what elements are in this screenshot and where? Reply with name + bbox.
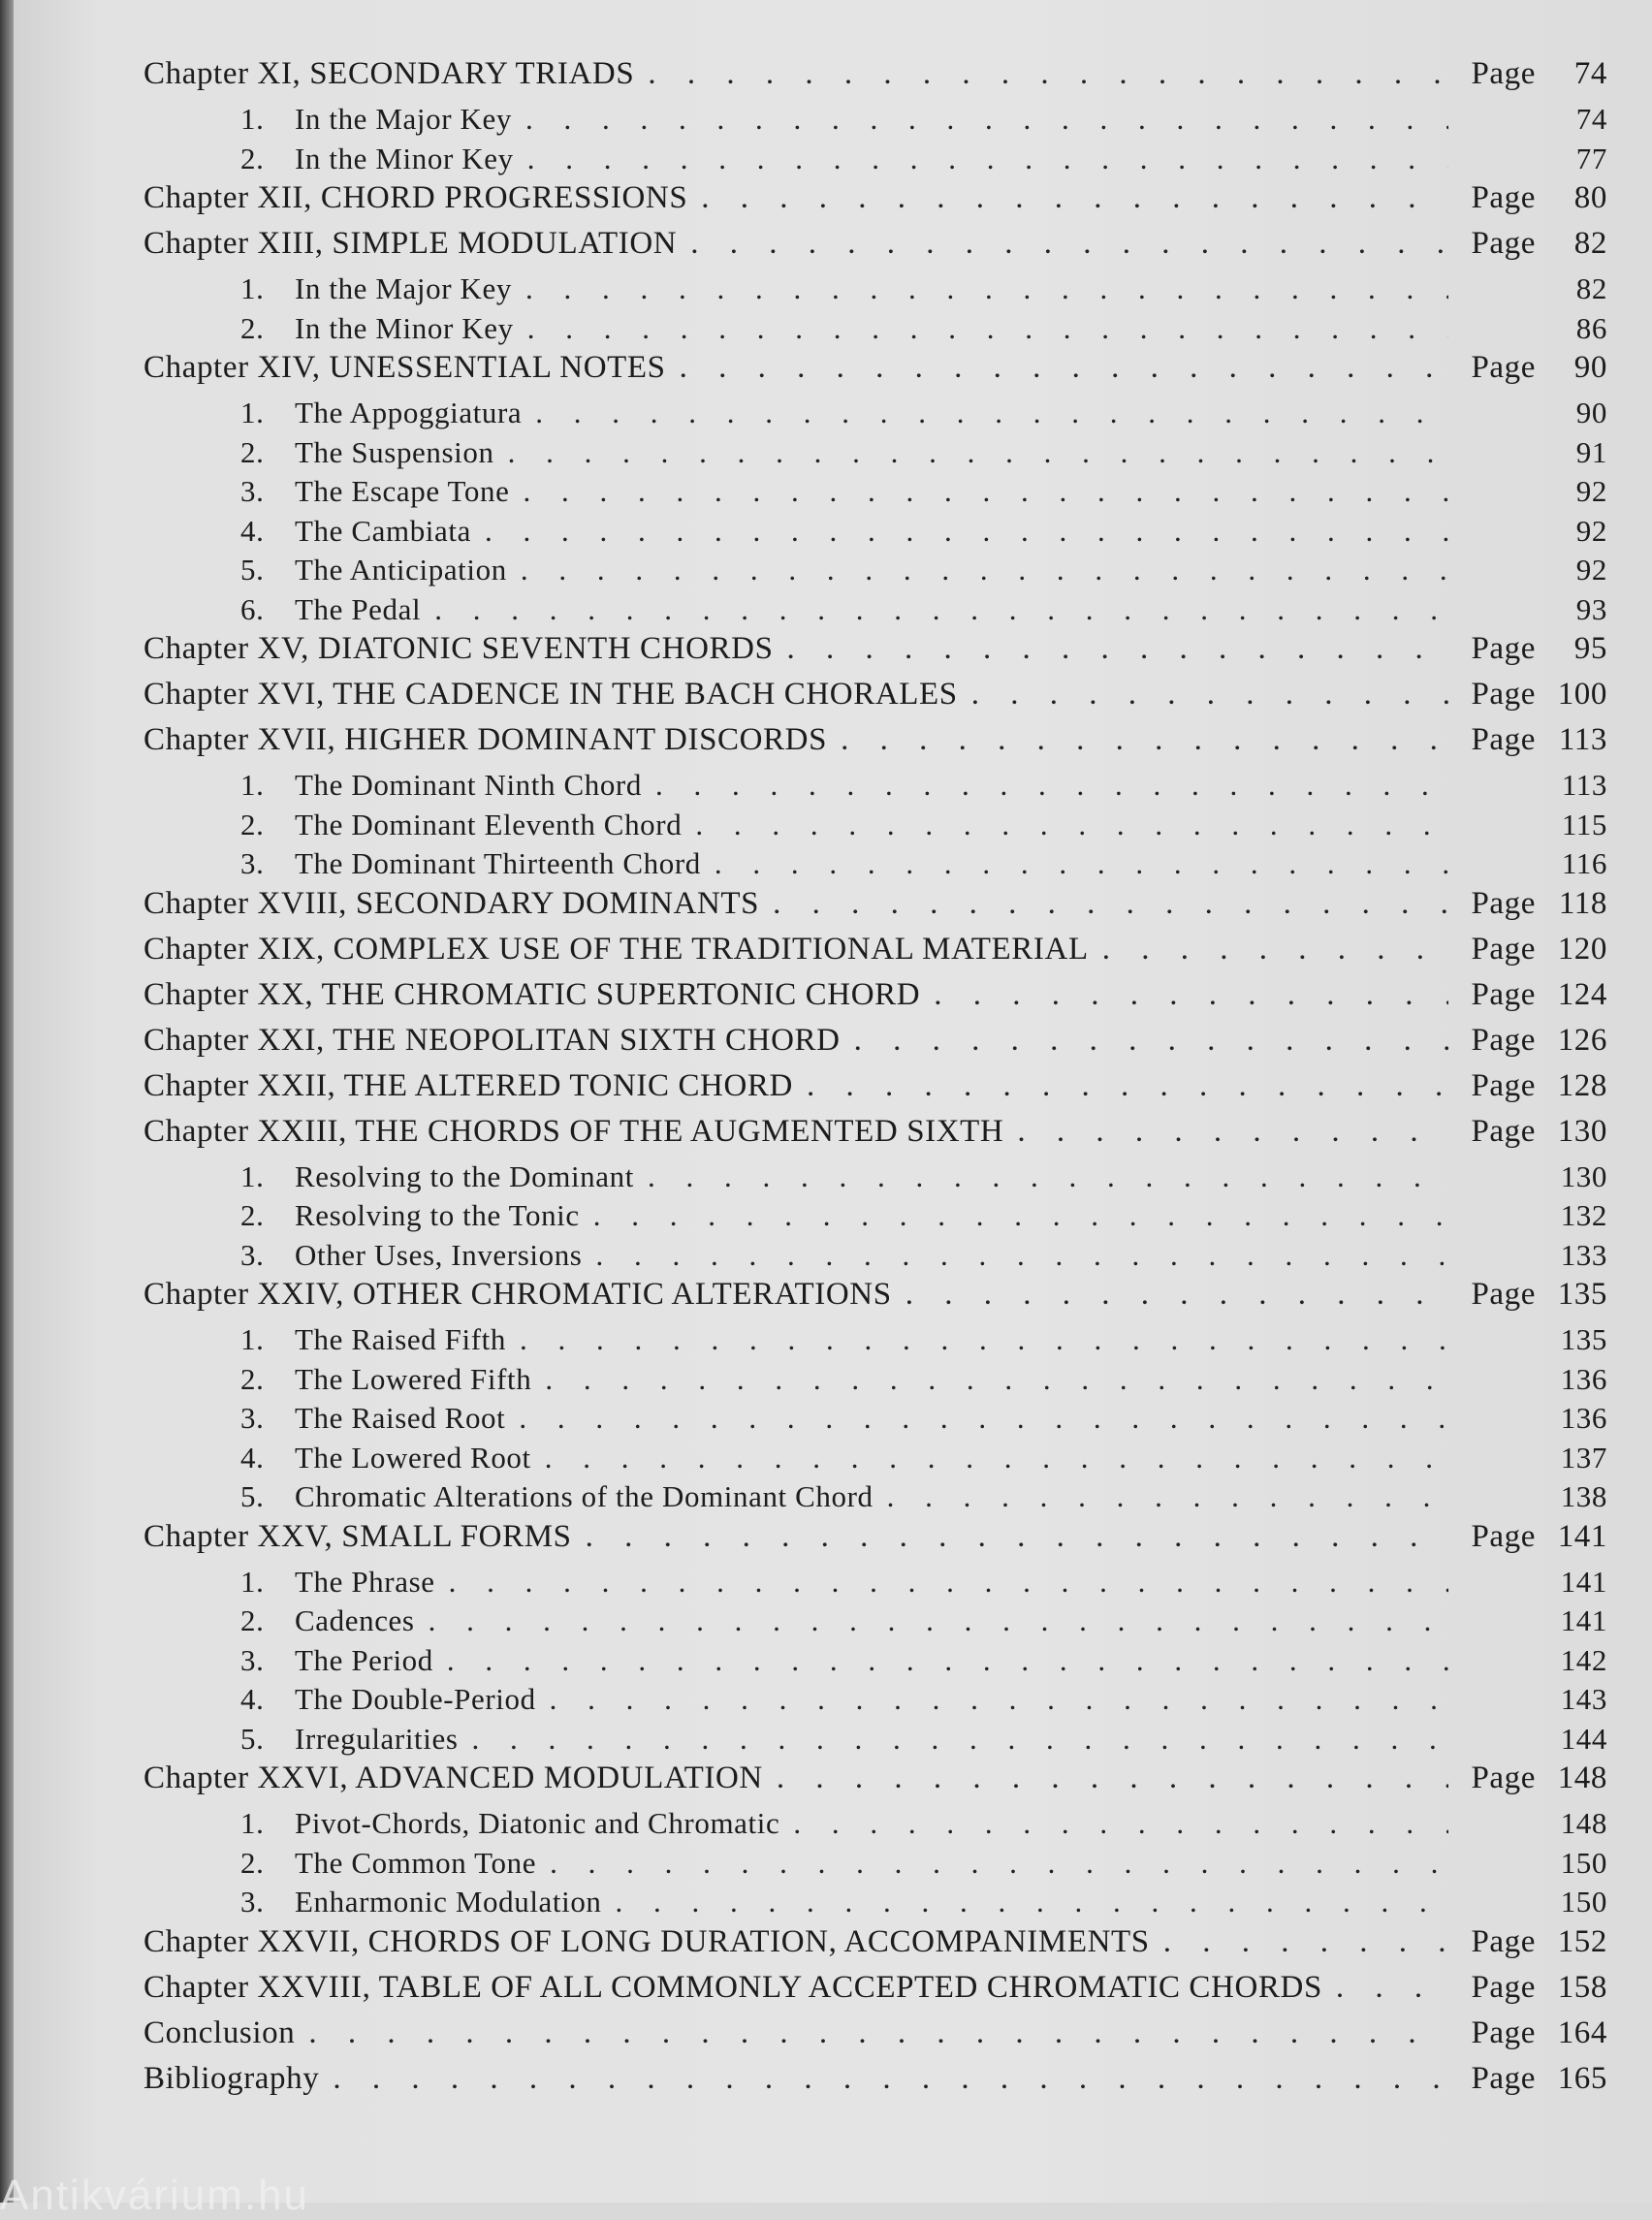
page-ref [1462,1970,1607,2006]
section-title: The Appoggiatura [295,396,523,429]
chapter-title: Conclusion [143,2014,296,2050]
page-ref [1462,102,1607,137]
page-ref [1462,886,1607,922]
chapter-title: Chapter XXIV, OTHER CHROMATIC ALTERATIONS [143,1277,892,1312]
section-title: The Dominant Thirteenth Chord [295,846,701,880]
page-label: Page [1471,1518,1536,1554]
page-number: 133 [1560,1237,1607,1272]
dot-leader [934,977,1448,1013]
section-number: 2. [240,1198,265,1232]
page-ref [1462,514,1607,549]
page-number: 82 [1575,271,1607,305]
chapter-title: Chapter XV, DIATONIC SEVENTH CHORDS [143,631,774,666]
page-label: Page [1471,180,1536,215]
section-number: 3. [240,474,265,508]
dot-leader [701,180,1448,216]
toc-section-row [143,102,1607,142]
dot-leader [905,1277,1448,1313]
page-ref [1462,1322,1607,1357]
page-label: Page [1471,1969,1536,2005]
section-title: The Dominant Eleventh Chord [295,807,683,841]
toc-section-row [143,396,1607,435]
section-number: 4. [240,513,265,548]
page-ref [1462,553,1607,587]
section-number: 3. [240,846,265,880]
page-ref [1462,592,1607,627]
section-title: Enharmonic Modulation [295,1885,602,1919]
page-ref [1462,1682,1607,1717]
page-label: Page [1471,2060,1536,2096]
dot-leader [525,271,1448,306]
section-title: In the Minor Key [295,141,514,175]
toc-section-row [143,1322,1607,1362]
toc-section-row [143,1565,1607,1604]
dot-leader [525,102,1448,137]
section-number: 1. [240,396,265,429]
dot-leader [695,808,1448,842]
page-ref [1462,1159,1607,1194]
book-spine-shadow [0,0,14,2203]
toc-section-row [143,553,1607,592]
page-ref [1462,1401,1607,1436]
page-label: Page [1471,677,1536,712]
page-label: Page [1471,226,1536,261]
section-title: In the Major Key [295,102,512,136]
chapter-title: Chapter XXIII, THE CHORDS OF THE AUGMENTED SIXTH [143,1113,1004,1149]
dot-leader [550,1846,1448,1881]
page-ref [1462,1722,1607,1757]
page-number: 90 [1573,350,1607,385]
page-number: 135 [1560,1322,1607,1356]
chapter-title: Bibliography [143,2060,320,2096]
toc-section-row [143,1603,1607,1643]
page-number: 126 [1557,1022,1607,1058]
dot-leader [333,2061,1448,2097]
page-ref [1462,631,1607,667]
page-ref [1462,1806,1607,1841]
section-title: Chromatic Alterations of the Dominant Chord [295,1479,874,1513]
page-ref [1462,1924,1607,1960]
toc-chapter-row [143,886,1607,932]
page-number: 90 [1575,396,1607,429]
dot-leader [447,1643,1448,1678]
section-number: 2. [240,310,265,345]
page-ref [1462,1519,1607,1555]
section-number: 1. [240,1564,265,1599]
toc-section-row [143,1198,1607,1238]
toc-section-row [143,1846,1607,1886]
page-number: 113 [1558,722,1607,757]
page-label: Page [1471,1277,1536,1312]
page-ref [1462,1885,1607,1919]
dot-leader [434,592,1448,627]
page-number: 80 [1573,180,1607,215]
section-number: 1. [240,1806,265,1840]
toc-chapter-row [143,631,1607,677]
section-number: 3. [240,1237,265,1272]
toc-section-row [143,592,1607,632]
toc-chapter-row [143,350,1607,396]
toc-section-row [143,1159,1607,1199]
page-ref [1462,311,1607,346]
chapter-title: Chapter XIII, SIMPLE MODULATION [143,226,678,261]
toc-chapter-row [143,56,1607,102]
page-number: 164 [1557,2014,1607,2050]
chapter-title: Chapter XVI, THE CADENCE IN THE BACH CHORALES [143,677,958,712]
toc-section-row [143,435,1607,475]
page-label: Page [1471,722,1536,757]
dot-leader [586,1519,1448,1555]
page-number: 136 [1560,1361,1607,1396]
page-number: 92 [1575,553,1607,587]
chapter-title: Chapter XX, THE CHROMATIC SUPERTONIC CHORD [143,976,921,1012]
section-number: 6. [240,591,265,626]
section-title: The Raised Root [295,1401,506,1435]
toc-section-row [143,808,1607,847]
dot-leader [1017,1114,1448,1150]
section-title: The Anticipation [295,553,507,587]
section-number: 2. [240,1361,265,1396]
page-ref [1462,271,1607,306]
page-number: 142 [1560,1642,1607,1677]
dot-leader [777,1760,1448,1796]
table-of-contents [143,56,1607,2107]
toc-section-row [143,311,1607,351]
page-label: Page [1471,931,1536,967]
section-number: 2. [240,141,265,175]
chapter-title: Chapter XXV, SMALL FORMS [143,1518,572,1554]
dot-leader [787,631,1448,667]
page-ref [1462,1846,1607,1881]
page-number: 130 [1560,1158,1607,1193]
dot-leader [1102,932,1448,967]
page-number: 100 [1557,677,1607,712]
toc-chapter-row [143,1114,1607,1159]
section-number: 1. [240,768,265,802]
page-ref [1462,846,1607,881]
toc-section-row [143,1806,1607,1846]
toc-chapter-row [143,226,1607,271]
dot-leader [508,435,1448,470]
chapter-title: Chapter XXVI, ADVANCED MODULATION [143,1760,763,1795]
dot-leader [715,846,1448,881]
section-title: The Dominant Ninth Chord [295,768,642,802]
section-number: 4. [240,1440,265,1475]
page-number: 74 [1575,102,1607,136]
page-ref [1462,180,1607,216]
page-ref [1462,56,1607,92]
chapter-title: Chapter XI, SECONDARY TRIADS [143,56,635,91]
section-title: Resolving to the Dominant [295,1158,634,1193]
dot-leader [680,350,1448,386]
dot-leader [854,1023,1448,1059]
page-label: Page [1471,350,1536,385]
page-ref [1462,1362,1607,1397]
dot-leader [550,1682,1448,1717]
dot-leader [472,1722,1449,1757]
page-number: 115 [1561,807,1607,841]
page-label: Page [1471,1067,1536,1103]
page-ref [1462,1643,1607,1678]
chapter-title: Chapter XIV, UNESSENTIAL NOTES [143,350,666,385]
page-number: 150 [1560,1885,1607,1919]
toc-chapter-row [143,2015,1607,2061]
page-label: Page [1471,1760,1536,1795]
page-ref [1462,474,1607,509]
section-number: 1. [240,102,265,136]
section-number: 2. [240,1603,265,1637]
page-ref [1462,1114,1607,1150]
chapter-title: Chapter XXVII, CHORDS OF LONG DURATION, ACCOMPANIMENTS [143,1923,1150,1959]
toc-chapter-row [143,722,1607,768]
page-ref [1462,2061,1607,2097]
toc-section-row [143,1643,1607,1683]
page-label: Page [1471,1113,1536,1149]
toc-section-row [143,846,1607,886]
dot-leader [690,226,1448,262]
dot-leader [793,1806,1448,1841]
page-number: 165 [1557,2060,1607,2096]
page-number: 158 [1557,1969,1607,2005]
toc-section-row [143,1885,1607,1924]
toc-section-row [143,1401,1607,1441]
section-title: The Lowered Root [295,1440,531,1475]
toc-section-row [143,768,1607,808]
dot-leader [545,1441,1448,1475]
page-number: 77 [1575,141,1607,175]
section-title: Irregularities [295,1721,459,1756]
page-ref [1462,350,1607,386]
dot-leader [616,1885,1448,1919]
section-title: The Raised Fifth [295,1322,506,1356]
page-ref [1462,1603,1607,1638]
page-number: 141 [1557,1518,1607,1554]
dot-leader [520,1322,1448,1357]
dot-leader [308,2015,1448,2051]
toc-section-row [143,1722,1607,1761]
page-number: 92 [1575,474,1607,508]
page-label: Page [1471,631,1536,666]
toc-chapter-row [143,2061,1607,2107]
dot-leader [1163,1924,1448,1960]
chapter-title: Chapter XXVIII, TABLE OF ALL COMMONLY ACCEPTED CHROMATIC CHORDS [143,1969,1322,2005]
section-title: The Double-Period [295,1682,536,1716]
dot-leader [593,1198,1448,1233]
section-title: The Cambiata [295,513,471,548]
page-label: Page [1471,976,1536,1012]
section-number: 2. [240,1845,265,1880]
watermark: Antikvárium.hu [0,2172,310,2219]
page-number: 136 [1560,1401,1607,1435]
dot-leader [887,1479,1448,1514]
toc-section-row [143,1238,1607,1278]
section-title: Other Uses, Inversions [295,1237,583,1272]
page-ref [1462,2015,1607,2051]
page-ref [1462,1565,1607,1600]
page-ref [1462,435,1607,470]
page-label: Page [1471,1923,1536,1959]
page-number: 128 [1557,1067,1607,1103]
section-number: 5. [240,1721,265,1756]
section-number: 2. [240,434,265,469]
section-number: 2. [240,807,265,841]
page-number: 143 [1560,1682,1607,1716]
toc-section-row [143,1479,1607,1519]
section-title: In the Major Key [295,271,512,305]
chapter-title: Chapter XII, CHORD PROGRESSIONS [143,180,688,215]
toc-chapter-row [143,1970,1607,2015]
toc-section-row [143,1682,1607,1722]
toc-section-row [143,1441,1607,1480]
section-number: 1. [240,1322,265,1356]
dot-leader [648,56,1448,92]
page-number: 148 [1557,1760,1607,1795]
section-title: The Common Tone [295,1845,537,1880]
dot-leader [807,1068,1448,1104]
page-ref [1462,1277,1607,1313]
dot-leader [519,1401,1448,1436]
page-number: 130 [1557,1113,1607,1149]
page-ref [1462,396,1607,430]
page-ref [1462,142,1607,176]
toc-chapter-row [143,1519,1607,1565]
section-title: In the Minor Key [295,310,514,345]
section-number: 3. [240,1401,265,1435]
page-number: 118 [1558,885,1607,921]
page-label: Page [1471,56,1536,91]
page-number: 82 [1573,226,1607,261]
dot-leader [841,722,1448,758]
chapter-title: Chapter XVII, HIGHER DOMINANT DISCORDS [143,722,828,757]
section-title: Cadences [295,1603,415,1637]
section-title: The Lowered Fifth [295,1361,532,1396]
section-title: The Pedal [295,591,422,626]
page-number: 86 [1575,310,1607,345]
dot-leader [971,677,1448,713]
page-number: 135 [1557,1277,1607,1312]
page-number: 144 [1560,1721,1607,1756]
page-number: 95 [1573,631,1607,666]
page-label: Page [1471,2014,1536,2050]
page-number: 92 [1575,513,1607,548]
page-number: 93 [1575,591,1607,626]
page-ref [1462,1760,1607,1796]
page-number: 150 [1560,1845,1607,1880]
toc-chapter-row [143,1068,1607,1114]
page-number: 113 [1561,768,1607,802]
toc-chapter-row [143,1277,1607,1322]
toc-section-row [143,271,1607,311]
page-number: 138 [1560,1479,1607,1513]
section-number: 1. [240,1158,265,1193]
toc-chapter-row [143,1023,1607,1068]
page-number: 152 [1557,1923,1607,1959]
dot-leader [655,768,1448,803]
toc-chapter-row [143,1760,1607,1806]
toc-chapter-row [143,180,1607,226]
chapter-title: Chapter XXII, THE ALTERED TONIC CHORD [143,1067,793,1103]
section-title: The Period [295,1642,433,1677]
page-ref [1462,1441,1607,1475]
page-label: Page [1471,885,1536,921]
page-ref [1462,677,1607,713]
dot-leader [545,1362,1448,1397]
page-ref [1462,1023,1607,1059]
toc-chapter-row [143,977,1607,1023]
page-number: 137 [1560,1440,1607,1475]
dot-leader [485,514,1448,549]
section-title: Pivot-Chords, Diatonic and Chromatic [295,1806,780,1840]
dot-leader [535,396,1448,430]
page-number: 141 [1560,1603,1607,1637]
page-ref [1462,808,1607,842]
page-ref [1462,722,1607,758]
section-number: 3. [240,1642,265,1677]
toc-chapter-row [143,932,1607,977]
dot-leader [773,886,1448,922]
section-title: The Phrase [295,1564,435,1599]
page-number: 148 [1560,1806,1607,1840]
toc-section-row [143,514,1607,554]
chapter-title: Chapter XXI, THE NEOPOLITAN SIXTH CHORD [143,1022,841,1058]
page-number: 116 [1561,846,1607,880]
dot-leader [527,311,1448,346]
toc-chapter-row [143,677,1607,722]
dot-leader [521,553,1448,587]
page-number: 91 [1575,434,1607,469]
dot-leader [449,1565,1448,1600]
section-number: 4. [240,1682,265,1716]
toc-chapter-row [143,1924,1607,1970]
page-ref [1462,977,1607,1013]
section-number: 1. [240,271,265,305]
page-number: 124 [1557,976,1607,1012]
page-number: 120 [1557,931,1607,967]
page-ref [1462,932,1607,967]
section-title: The Suspension [295,434,494,469]
page-ref [1462,1198,1607,1233]
dot-leader [523,474,1448,509]
toc-section-row [143,1362,1607,1402]
page-number: 141 [1560,1564,1607,1599]
toc-section-row [143,142,1607,181]
dot-leader [429,1603,1448,1638]
page-ref [1462,768,1607,803]
dot-leader [527,142,1448,176]
toc-section-row [143,474,1607,514]
section-number: 5. [240,553,265,587]
chapter-title: Chapter XIX, COMPLEX USE OF THE TRADITIONAL MATERIAL [143,931,1089,967]
page-ref [1462,1479,1607,1514]
page-number: 132 [1560,1198,1607,1232]
page-ref [1462,1238,1607,1273]
section-title: Resolving to the Tonic [295,1198,580,1232]
page-ref [1462,226,1607,262]
dot-leader [1336,1970,1448,2006]
section-number: 5. [240,1479,265,1513]
dot-leader [648,1159,1448,1194]
chapter-title: Chapter XVIII, SECONDARY DOMINANTS [143,885,760,921]
page-number: 74 [1573,56,1607,91]
page-ref [1462,1068,1607,1104]
section-number: 3. [240,1885,265,1919]
page-label: Page [1471,1022,1536,1058]
dot-leader [595,1238,1448,1273]
section-title: The Escape Tone [295,474,510,508]
